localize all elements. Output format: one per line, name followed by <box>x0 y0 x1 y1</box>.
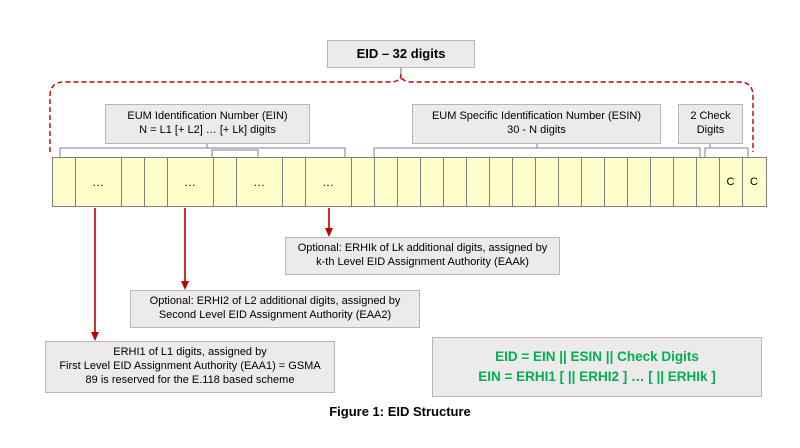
digit-cell <box>490 158 513 206</box>
erhik-group-bracket <box>212 150 258 157</box>
eid-title-box <box>327 40 475 68</box>
digit-cell <box>375 158 398 206</box>
digit-cell <box>53 158 76 206</box>
formula-box <box>432 337 762 397</box>
optional-erhi2-line1: Optional: ERHI2 of L2 additional digits, assigned by <box>149 295 401 308</box>
arrow-erhi1-head <box>91 332 99 341</box>
digit-cell <box>513 158 536 206</box>
eid-title-text: EID – 32 digits <box>356 45 446 61</box>
optional-erhik-line1: Optional: ERHIk of Lk additional digits, assigned by <box>297 242 548 255</box>
digit-cell <box>674 158 697 206</box>
optional-erhi2-line2: Second Level EID Assignment Authority (EAA2) <box>158 309 392 321</box>
digit-cell <box>283 158 306 206</box>
digit-cell <box>536 158 559 206</box>
check-digit-cell: C <box>750 176 759 188</box>
digit-cell <box>352 158 375 206</box>
ein-label-line2: N = L1 [+ L2] … [+ Lk] digits <box>139 124 276 136</box>
optional-erhik-line2: k-th Level EID Assignment Authority (EAAk) <box>316 256 529 268</box>
arrow-erhi2-head <box>181 281 189 290</box>
formula-ein: EIN = ERHI1 [ || ERHI2 ] … [ || ERHIk ] <box>478 369 716 384</box>
digit-cell <box>605 158 628 206</box>
esin-label-line2: 30 - N digits <box>507 124 566 136</box>
erhi1-line3: 89 is reserved for the E.118 based scheme <box>85 373 295 386</box>
digit-cells-strip <box>52 157 767 207</box>
digit-cell <box>628 158 651 206</box>
figure-caption: Figure 1: EID Structure <box>329 404 471 419</box>
ein-label-box <box>105 104 310 144</box>
check-digits-label-line2: Digits <box>696 124 725 136</box>
digit-cell <box>122 158 145 206</box>
digit-cell <box>651 158 674 206</box>
erhi1-callout <box>45 341 335 393</box>
check-digit-cell: C <box>720 158 743 206</box>
digit-cell: … <box>237 158 283 206</box>
digit-cell <box>214 158 237 206</box>
digit-cell: … <box>306 158 352 206</box>
check-digits-label-line1: 2 Check <box>690 110 731 123</box>
check-digits-label-box <box>678 104 743 144</box>
digit-cell <box>582 158 605 206</box>
ein-label-line1: EUM Identification Number (EIN) <box>127 110 288 123</box>
formula-eid: EID = EIN || ESIN || Check Digits <box>495 348 699 364</box>
digit-cell <box>697 158 720 206</box>
digit-cell <box>444 158 467 206</box>
optional-erhik-callout <box>285 237 560 275</box>
erhi1-line1: ERHI1 of L1 digits, assigned by <box>113 346 267 359</box>
check-span-bracket <box>705 148 748 157</box>
digit-cell <box>398 158 421 206</box>
esin-span-bracket <box>374 148 700 157</box>
digit-cell <box>421 158 444 206</box>
erhi1-line2: First Level EID Assignment Authority (EAA1) = GSMA <box>59 360 321 373</box>
digit-cell: … <box>168 158 214 206</box>
esin-label-box <box>412 104 661 144</box>
digit-cell: … <box>76 158 122 206</box>
digit-cell <box>145 158 168 206</box>
esin-label-line1: EUM Specific Identification Number (ESIN) <box>431 110 642 123</box>
digit-cell <box>559 158 582 206</box>
ein-span-bracket <box>60 148 345 157</box>
digit-cell <box>467 158 490 206</box>
optional-erhi2-callout <box>130 290 420 328</box>
arrow-erhik-head <box>325 228 333 237</box>
